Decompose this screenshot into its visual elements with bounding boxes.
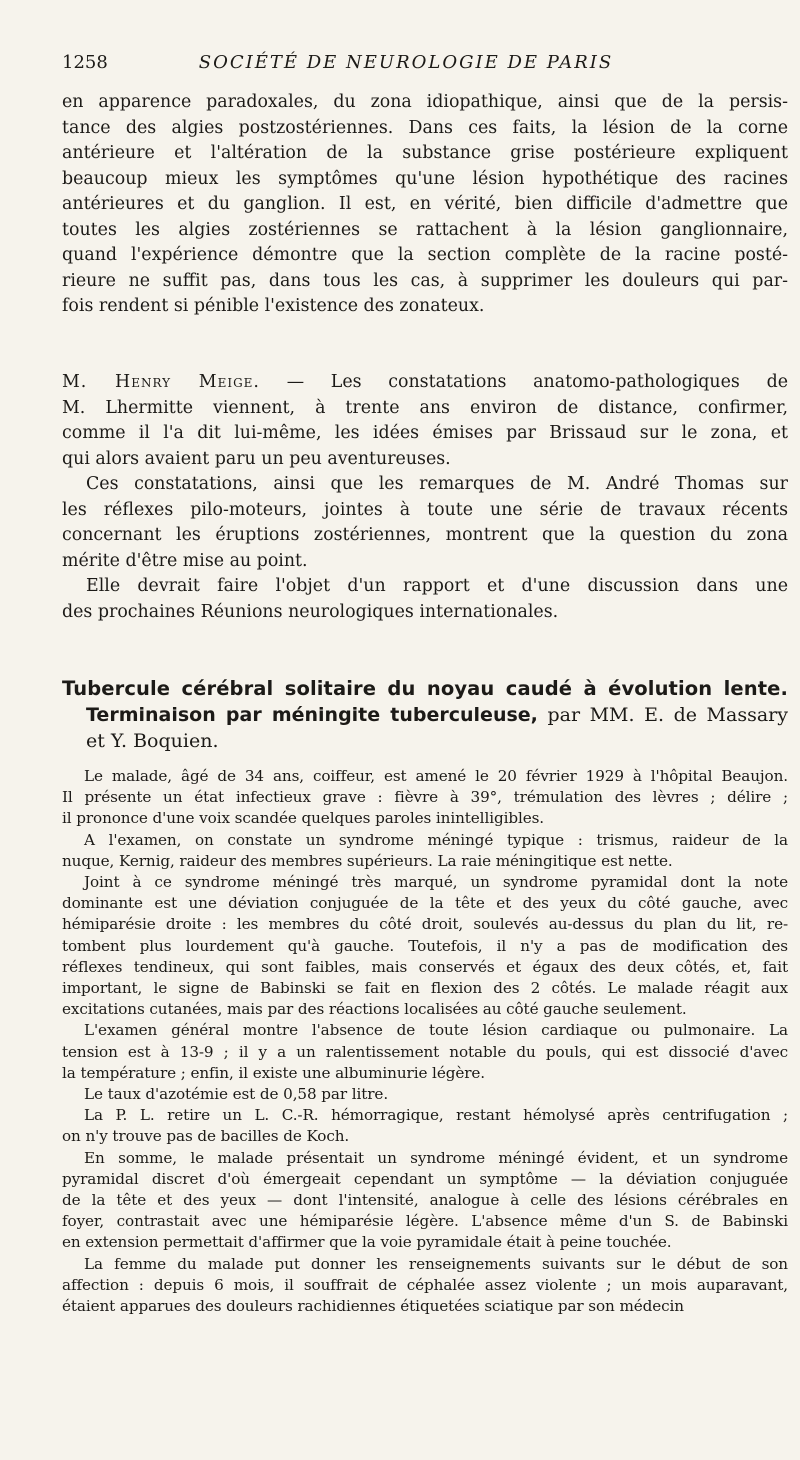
case-paragraph: [62, 1254, 788, 1318]
page-number: 1258: [62, 52, 108, 73]
text-line: dominante est une déviation conjuguée de la tête et des yeux du côté gauche, avec: [62, 894, 788, 913]
text-line: il prononce d'une voix scandée quelques paroles inintelligibles.: [62, 809, 545, 828]
text-line: excitations cutanées, mais par des réactions localisées au côté gauche seulement.: [62, 1000, 687, 1019]
text-line: concernant les éruptions zostériennes, montrent que la question du zona: [62, 525, 788, 545]
text-line: La P. L. retire un L. C.-R. hémorragique, restant hémolysé après centrifugation ;: [84, 1106, 788, 1125]
article-heading: [62, 675, 788, 754]
text-line: nuque, Kernig, raideur des membres supérieurs. La raie méningitique est nette.: [62, 851, 673, 870]
text-line: La femme du malade put donner les renseignements suivants sur le début de son: [84, 1254, 788, 1273]
text-line: rieure ne suffit pas, dans tous les cas, à supprimer les douleurs qui par-: [62, 270, 788, 291]
meige-first-line: [62, 370, 788, 396]
text-line: mérite d'être mise au point.: [62, 550, 308, 571]
text-line: L'examen général montre l'absence de toute lésion cardiaque ou pulmonaire. La: [84, 1021, 788, 1040]
text-line: on n'y trouve pas de bacilles de Koch.: [62, 1127, 350, 1146]
article-title-line2: [62, 702, 788, 728]
text-line: En somme, le malade présentait un syndrome méningé évident, et un syndrome: [84, 1148, 788, 1167]
text-line: antérieure et l'altération de la substance grise postérieure expliquent: [62, 143, 788, 163]
text-line: Joint à ce syndrome méningé très marqué, un syndrome pyramidal dont la note: [84, 873, 788, 892]
text-line: M. Lhermitte viennent, à trente ans environ de distance, confirmer,: [62, 397, 788, 418]
case-paragraph: [62, 830, 788, 872]
meige-paragraph-3: [62, 574, 788, 625]
case-paragraph: [62, 1020, 788, 1084]
meige-paragraph-2: [62, 472, 788, 574]
text-line: tance des algies postzostériennes. Dans ces faits, la lésion de la corne: [62, 117, 788, 138]
meige-paragraph-1: [62, 396, 788, 473]
text-line: hémiparésie droite : les membres du côté droit, soulevés au-dessus du plan du lit, re-: [62, 915, 788, 934]
text-line: affection : depuis 6 mois, il souffrait de céphalée assez violente ; un mois auparavant,: [62, 1275, 788, 1294]
text-line: Le taux d'azotémie est de 0,58 par litre.: [84, 1085, 389, 1104]
text-line: Le malade, âgé de 34 ans, coiffeur, est amené le 20 février 1929 à l'hôpital Beaujon.: [84, 767, 788, 785]
text-line: quand l'expérience démontre que la section complète de la racine posté-: [62, 245, 788, 265]
text-line: antérieures et du ganglion. Il est, en vérité, bien difficile d'admettre que: [62, 194, 788, 214]
text-line: réflexes tendineux, qui sont faibles, mais conservés et égaux des deux côtés, et, fait: [62, 957, 788, 976]
article-authors-line2: et Y. Boquien.: [86, 730, 219, 752]
text-line: comme il l'a dit lui-même, les idées émises par Brissaud sur le zona, et: [62, 423, 788, 443]
case-paragraph: [62, 766, 788, 830]
text-line: Il présente un état infectieux grave : fièvre à 39°, trémulation des lèvres ; délire ;: [62, 788, 788, 807]
case-paragraph: [62, 1084, 788, 1105]
case-paragraph: [62, 1148, 788, 1254]
text-line: tension est à 13-9 ; il y a un ralentissement notable du pouls, qui est dissocié d'avec: [62, 1042, 788, 1061]
text-line: étaient apparues des douleurs rachidiennes étiquetées sciatique par son médecin: [62, 1297, 684, 1316]
intro-paragraph: [62, 90, 788, 320]
article-authors: par MM. E. de Massary: [547, 704, 788, 726]
running-title: SOCIÉTÉ DE NEUROLOGIE DE PARIS: [198, 52, 614, 73]
text-line: des prochaines Réunions neurologiques internationales.: [62, 601, 559, 622]
article-title-line1: Tubercule cérébral solitaire du noyau caudé à évolution lente.: [62, 677, 788, 700]
text-line: important, le signe de Babinski se fait en flexion des 2 côtés. Le malade réagit aux: [62, 979, 788, 998]
text-line: la température ; enfin, il existe une albuminurie légère.: [62, 1063, 485, 1082]
text-line: beaucoup mieux les symptômes qu'une lésion hypothétique des racines: [62, 168, 788, 189]
case-paragraph: [62, 1105, 788, 1147]
text-line: en extension permettait d'affirmer que la voie pyramidale était à peine touchée.: [62, 1233, 672, 1252]
running-header: [62, 52, 750, 76]
text-line: qui alors avaient paru un peu aventureuses.: [62, 448, 451, 469]
text-line: Elle devrait faire l'objet d'un rapport et d'une discussion dans une: [86, 576, 788, 596]
text-line: fois rendent si pénible l'existence des zonateux.: [62, 296, 485, 316]
text-line: Ces constatations, ainsi que les remarques de M. André Thomas sur: [86, 474, 788, 494]
text-line: foyer, contrastait avec une hémiparésie légère. L'absence même d'un S. de Babinski: [62, 1212, 788, 1231]
speaker-name: M. Henry Meige.: [62, 372, 260, 392]
text-line: en apparence paradoxales, du zona idiopathique, ainsi que de la persis-: [62, 92, 788, 112]
text-line: A l'examen, on constate un syndrome méningé typique : trismus, raideur de la: [84, 830, 788, 849]
meige-discussion: [62, 370, 788, 625]
text-line: les réflexes pilo-moteurs, jointes à toute une série de travaux récents: [62, 499, 788, 520]
text-line: pyramidal discret d'où émergeait cependant un symptôme — la déviation conjuguée: [62, 1169, 788, 1188]
case-report: [62, 766, 788, 1317]
article-title-line2-text: Terminaison par méningite tuberculeuse,: [86, 704, 538, 726]
case-paragraph: [62, 872, 788, 1020]
text-line: toutes les algies zostériennes se rattachent à la lésion ganglionnaire,: [62, 219, 788, 240]
meige-first-line-text: — Les constatations anatomo-pathologiques de: [286, 372, 788, 392]
text-line: de la tête et des yeux — dont l'intensité, analogue à celle des lésions cérébrales en: [62, 1191, 788, 1210]
text-line: tombent plus lourdement qu'à gauche. Toutefois, il n'y a pas de modification des: [62, 936, 788, 955]
